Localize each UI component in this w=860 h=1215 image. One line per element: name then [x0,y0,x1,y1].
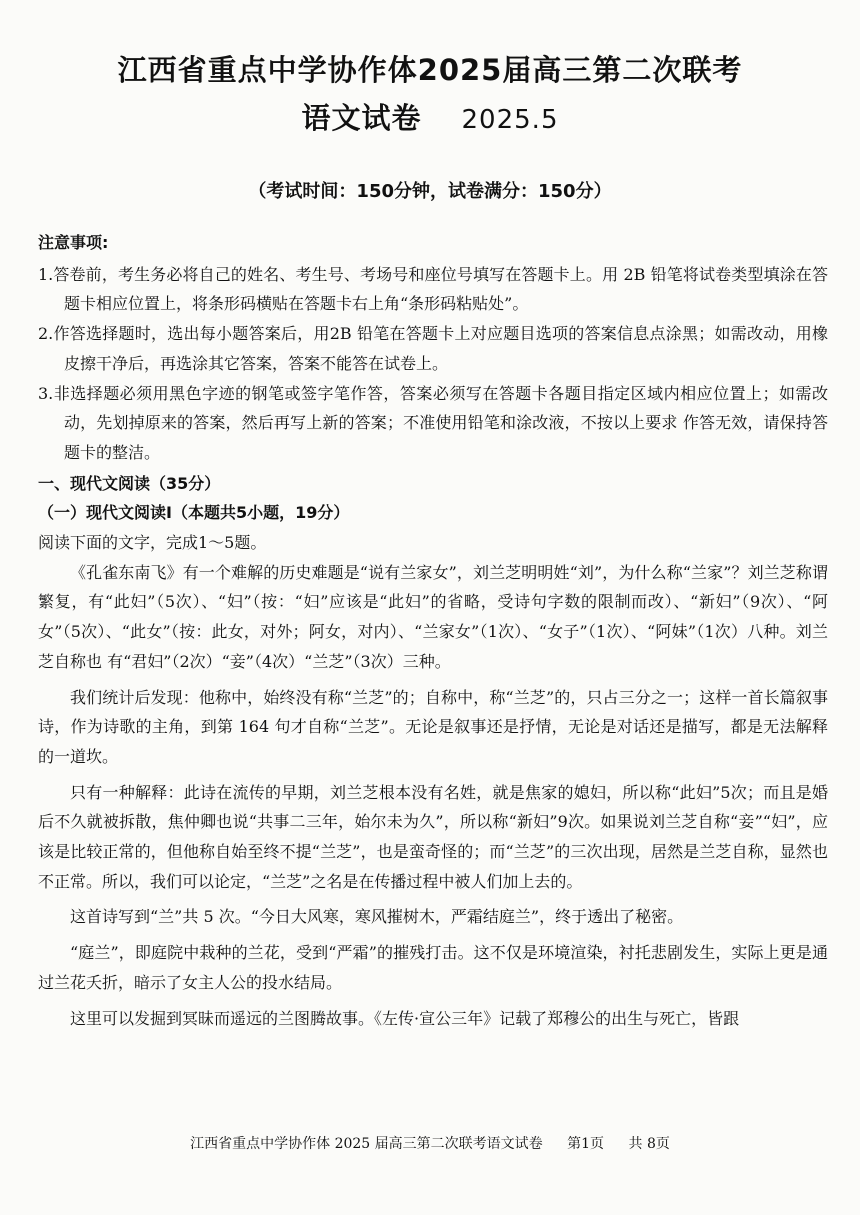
subsection-heading: （一）现代文阅读Ⅰ（本题共5小题，19分） [38,503,350,523]
notice-heading: 注意事项: [38,233,109,252]
exam-date: 2025.5 [461,105,559,135]
subject-title-line [0,96,860,137]
section-heading: 一、现代文阅读（35分） [38,473,221,493]
page-footer [0,1133,860,1153]
exam-content [38,228,828,1033]
exam-info: （考试时间：150分钟，试卷满分：150分） [248,181,612,202]
passage-paragraph: 《孔雀东南飞》有一个难解的历史难题是“说有兰家女”，刘兰芝明明姓“刘”，为什么称“兰家”？刘兰芝称谓繁复，有“此妇”（5次）、“妇”（按：“妇”应该是“此妇”的省略，受诗句字数的限制而改）、“新妇”（9次）、“阿女”（5次）、“此女”（按：此女，对外；阿女，对内）、“兰家女”（1次）、“女子”（1次）、“阿妹”（1次）八种。刘兰芝自称也 有“君妇”（2次）“妾”（4次）“兰芝”（3次）三种。 [38,562,828,671]
notice-item: 1.答卷前，考生务必将自己的姓名、考生号、考场号和座位号填写在答题卡上。用 2B 铅笔将试卷类型填涂在答题卡相应位置上，将条形码横贴在答题卡右上角“条形码粘贴处”。 [38,264,828,314]
exam-title: 江西省重点中学协作体2025届高三第二次联考 [117,53,743,87]
passage-paragraph: 这里可以发掘到冥昧而遥远的兰图腾故事。《左传·宣公三年》记载了郑穆公的出生与死亡，皆跟 [70,1008,740,1028]
footer-exam-name: 江西省重点中学协作体 2025 届高三第二次联考语文试卷 [190,1136,543,1152]
passage-paragraph: 只有一种解释：此诗在流传的早期，刘兰芝根本没有名姓，就是焦家的媳妇，所以称“此妇”5次；而且是婚后不久就被拆散，焦仲卿也说“共事二三年，始尔未为久”，所以称“新妇”9次。如果说刘兰芝自称“妾”“妇”，应该是比较正常的，但他称自始至终不提“兰芝”，也是蛮奇怪的；而“兰芝”的三次出现，居然是兰芝自称，显然也不正常。所以，我们可以论定，“兰芝”之名是在传播过程中被人们加上去的。 [38,782,828,891]
passage-paragraph: 这首诗写到“兰”共 5 次。“今日大风寒，寒风摧树木，严霜结庭兰”，终于透出了秘密。 [70,907,684,927]
footer-page-number: 第1页 [567,1136,605,1152]
passage-paragraph: “庭兰”，即庭院中栽种的兰花，受到“严霜”的摧残打击。这不仅是环境渲染，衬托悲剧发生，实际上更是通过兰花夭折，暗示了女主人公的投水结局。 [38,943,828,992]
subject-title: 语文试卷 [301,101,422,135]
footer-page-total: 共 8页 [628,1136,670,1152]
notice-item: 2.作答选择题时，选出每小题答案后，用2B 铅笔在答题卡上对应题目选项的答案信息点涂黑；如需改动，用橡皮擦干净后，再选涂其它答案，答案不能答在试卷上。 [38,324,828,373]
reading-instruction: 阅读下面的文字，完成1～5题。 [38,533,267,553]
notice-item: 3.非选择题必须用黑色字迹的钢笔或签字笔作答，答案必须写在答题卡各题目指定区域内相应位置上；如需改动，先划掉原来的答案，然后再写上新的答案；不准使用铅笔和涂改液，不按以上要求 作答无效，请保持答题卡的整洁。 [38,383,828,462]
passage-paragraph: 我们统计后发现：他称中，始终没有称“兰芝”的；自称中，称“兰芝”的，只占三分之一；这样一首长篇叙事诗，作为诗歌的主角，到第 164 句才自称“兰芝”。无论是叙事还是抒情，无论是对话还是描写，都是无法解释的一道坎。 [38,687,828,766]
